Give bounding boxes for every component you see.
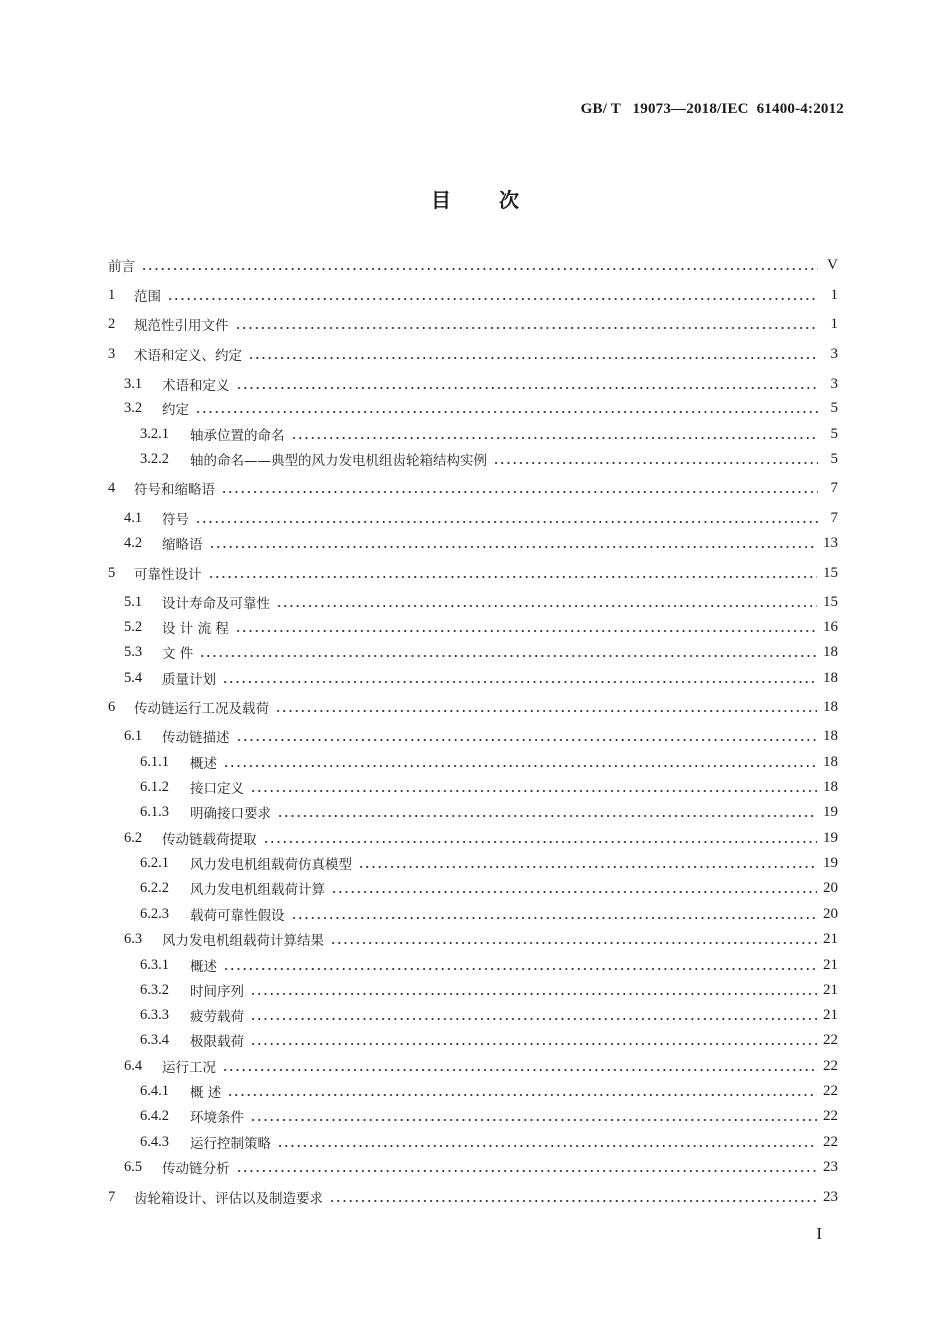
toc-entry[interactable] [0,313,950,335]
toc-entry[interactable] [0,1080,950,1102]
toc-entry-label: 符号 [162,512,189,528]
toc-entry-label: 规范性引用文件 [134,318,229,334]
toc-entry[interactable] [0,954,950,976]
dot-leader [235,327,819,329]
toc-entry[interactable] [0,1156,950,1178]
toc-entry[interactable] [0,776,950,798]
dot-leader [250,993,817,995]
toc-entry-number: 6.5 [124,1158,143,1175]
dot-leader [221,491,818,493]
toc-entry-label: 环境条件 [190,1110,244,1126]
toc-entry[interactable] [0,667,950,689]
toc-entry-label: 术语和定义、约定 [134,348,242,364]
toc-entry-number: 2 [108,315,116,332]
toc-entry[interactable] [0,725,950,747]
toc-entry-label: 符号和缩略语 [134,482,215,498]
toc-entry-number: 3 [108,345,116,362]
toc-entry-label: 传动链描述 [162,730,230,746]
toc-entry-page: 3 [830,375,838,392]
toc-entry-number: 6.3.1 [140,956,169,973]
toc-entry-page: 21 [823,1006,838,1023]
toc-entry-number: 1 [108,286,116,303]
toc-entry[interactable] [0,979,950,1001]
dot-leader [291,917,818,919]
toc-entry-number: 6.4.2 [140,1107,169,1124]
dot-leader [195,411,818,413]
dot-leader [331,891,817,893]
toc-entry[interactable] [0,507,950,529]
toc-entry-number: 6.1 [124,727,143,744]
dot-leader [236,1170,818,1172]
toc-entry-label: 风力发电机组载荷计算 [190,882,325,898]
toc-entry-page: 22 [823,1133,838,1150]
toc-entry-number: 6.3.3 [140,1006,169,1023]
toc-entry-page: 5 [830,450,838,467]
toc-entry-number: 6.2.2 [140,879,169,896]
dot-leader [358,866,817,868]
toc-entry[interactable] [0,1055,950,1077]
dot-leader [236,739,818,741]
toc-entry-number: 7 [108,1188,116,1205]
dot-leader [236,387,819,389]
toc-entry-number: 4.1 [124,509,143,526]
toc-entry-label: 概 述 [190,1085,222,1101]
toc-entry-label: 接口定义 [190,781,244,797]
toc-entry[interactable] [0,477,950,499]
toc-entry-label: 范围 [134,289,161,305]
standard-number-header: GB/ T 19073—2018/IEC 61400-4:2012 [580,101,844,117]
dot-leader [222,1069,817,1071]
toc-entry-page: 18 [823,753,838,770]
toc-entry[interactable] [0,254,950,276]
toc-entry-number: 6.1.1 [140,753,169,770]
toc-entry-page: V [827,256,838,273]
toc-entry[interactable] [0,532,950,554]
toc-entry-label: 轴承位置的命名 [190,428,285,444]
dot-leader [223,968,817,970]
dot-leader [276,605,817,607]
toc-entry-number: 5.1 [124,593,143,610]
dot-leader [250,1043,817,1045]
toc-entry-number: 5.3 [124,643,143,660]
dot-leader [277,815,817,817]
toc-entry-number: 6.4 [124,1057,143,1074]
toc-entry-page: 18 [823,778,838,795]
toc-entry-label: 缩略语 [162,537,203,553]
toc-entry-page: 22 [823,1107,838,1124]
toc-entry[interactable] [0,284,950,306]
toc-entry-page: 21 [823,956,838,973]
toc-entry-number: 6.3.4 [140,1031,169,1048]
toc-entry-page: 23 [823,1188,838,1205]
toc-entry-page: 1 [830,315,838,332]
toc-entry[interactable] [0,877,950,899]
dot-leader [277,1145,817,1147]
toc-entry-page: 1 [830,286,838,303]
toc-entry-page: 19 [823,803,838,820]
toc-entry-page: 20 [823,879,838,896]
toc-entry-label: 传动链载荷提取 [162,832,257,848]
dot-leader [222,681,817,683]
toc-entry-number: 6.2 [124,829,143,846]
dot-leader [227,1094,817,1096]
toc-entry-label: 明确接口要求 [190,806,271,822]
dot-leader [248,357,818,359]
toc-entry-page: 13 [823,534,838,551]
toc-entry[interactable] [0,1186,950,1208]
toc-entry-page: 18 [823,643,838,660]
toc-entry-number: 5 [108,564,116,581]
toc-title-char: 次 [499,188,519,212]
dot-leader [493,462,818,464]
toc-entry-number: 6.4.3 [140,1133,169,1150]
toc-entry[interactable] [0,641,950,663]
toc-entry-number: 3.2 [124,399,143,416]
toc-title [0,184,950,213]
toc-entry[interactable] [0,373,950,395]
toc-entry-page: 15 [823,564,838,581]
toc-entry-label: 约定 [162,402,189,418]
dot-leader [263,841,818,843]
toc-entry-page: 19 [823,854,838,871]
dot-leader [291,437,819,439]
toc-entry[interactable] [0,1131,950,1153]
toc-entry-page: 7 [830,479,838,496]
toc-entry-number: 3.2.1 [140,425,169,442]
toc-entry-page: 19 [823,829,838,846]
toc-entry-label: 风力发电机组载荷计算结果 [162,933,324,949]
toc-entry[interactable] [0,343,950,365]
toc-entry-number: 5.4 [124,669,143,686]
toc-entry-label: 设 计 流 程 [162,621,229,637]
toc-entry[interactable] [0,448,950,470]
dot-leader [199,655,817,657]
toc-entry-page: 22 [823,1057,838,1074]
toc-entry-label: 轴的命名——典型的风力发电机组齿轮箱结构实例 [190,453,487,469]
toc-entry[interactable] [0,852,950,874]
dot-leader [141,268,818,270]
dot-leader [235,630,817,632]
toc-entry-page: 22 [823,1031,838,1048]
toc-entry-number: 6.3 [124,930,143,947]
dot-leader [250,1018,817,1020]
toc-entry-label: 齿轮箱设计、评估以及制造要求 [134,1191,323,1207]
toc-entry-number: 6.1.2 [140,778,169,795]
toc-entry-number: 6.4.1 [140,1082,169,1099]
toc-entry[interactable] [0,591,950,613]
toc-entry-number: 6.1.3 [140,803,169,820]
dot-leader [167,298,818,300]
toc-entry-label: 可靠性设计 [134,567,202,583]
toc-entry-label: 质量计划 [162,672,216,688]
toc-entry[interactable] [0,903,950,925]
dot-leader [329,1200,817,1202]
toc-entry-number: 5.2 [124,618,143,635]
toc-title-char: 目 [431,188,451,212]
toc-entry-page: 21 [823,981,838,998]
toc-entry-number: 6 [108,698,116,715]
toc-entry-label: 术语和定义 [162,378,230,394]
toc-entry-label: 概述 [190,959,217,975]
toc-entry[interactable] [0,1004,950,1026]
toc-entry-label: 时间序列 [190,984,244,1000]
toc-entry-page: 18 [823,669,838,686]
toc-entry-number: 6.2.3 [140,905,169,922]
toc-entry-label: 前言 [108,259,135,275]
toc-entry-page: 22 [823,1082,838,1099]
toc-entry-label: 载荷可靠性假设 [190,908,285,924]
toc-entry-label: 传动链分析 [162,1161,230,1177]
toc-entry-label: 极限载荷 [190,1034,244,1050]
toc-entry-page: 20 [823,905,838,922]
toc-entry[interactable] [0,562,950,584]
dot-leader [208,576,818,578]
toc-entry-label: 运行控制策略 [190,1136,271,1152]
toc-entry-page: 3 [830,345,838,362]
page-number: I [816,1224,822,1243]
toc-entry-label: 疲劳载荷 [190,1009,244,1025]
dot-leader [223,765,817,767]
toc-entry[interactable] [0,1105,950,1127]
toc-entry-label: 运行工况 [162,1060,216,1076]
toc-entry-page: 15 [823,593,838,610]
toc-entry-label: 风力发电机组载荷仿真模型 [190,857,352,873]
toc-entry-number: 3.1 [124,375,143,392]
toc-entry-page: 18 [823,698,838,715]
toc-entry-page: 18 [823,727,838,744]
toc-entry[interactable] [0,397,950,419]
toc-entry-label: 传动链运行工况及载荷 [134,701,269,717]
dot-leader [275,710,817,712]
toc-entry-number: 4.2 [124,534,143,551]
toc-entry-page: 5 [830,425,838,442]
toc-entry[interactable] [0,801,950,823]
toc-entry-page: 21 [823,930,838,947]
toc-entry-number: 3.2.2 [140,450,169,467]
toc-entry[interactable] [0,928,950,950]
toc-entry-page: 5 [830,399,838,416]
toc-entry-label: 设计寿命及可靠性 [162,596,270,612]
toc-entry-label: 概述 [190,756,217,772]
dot-leader [209,546,818,548]
toc-entry[interactable] [0,827,950,849]
dot-leader [195,521,818,523]
toc-entry-page: 7 [830,509,838,526]
dot-leader [250,790,817,792]
toc-entry-number: 6.3.2 [140,981,169,998]
dot-leader [250,1119,817,1121]
toc-entry-number: 6.2.1 [140,854,169,871]
toc-entry-label: 文 件 [162,646,194,662]
toc-entry[interactable] [0,696,950,718]
toc-entry[interactable] [0,616,950,638]
toc-entry-number: 4 [108,479,116,496]
toc-entry-page: 16 [823,618,838,635]
toc-entry[interactable] [0,423,950,445]
toc-entry[interactable] [0,751,950,773]
toc-entry-page: 23 [823,1158,838,1175]
toc-entry[interactable] [0,1029,950,1051]
dot-leader [330,942,817,944]
